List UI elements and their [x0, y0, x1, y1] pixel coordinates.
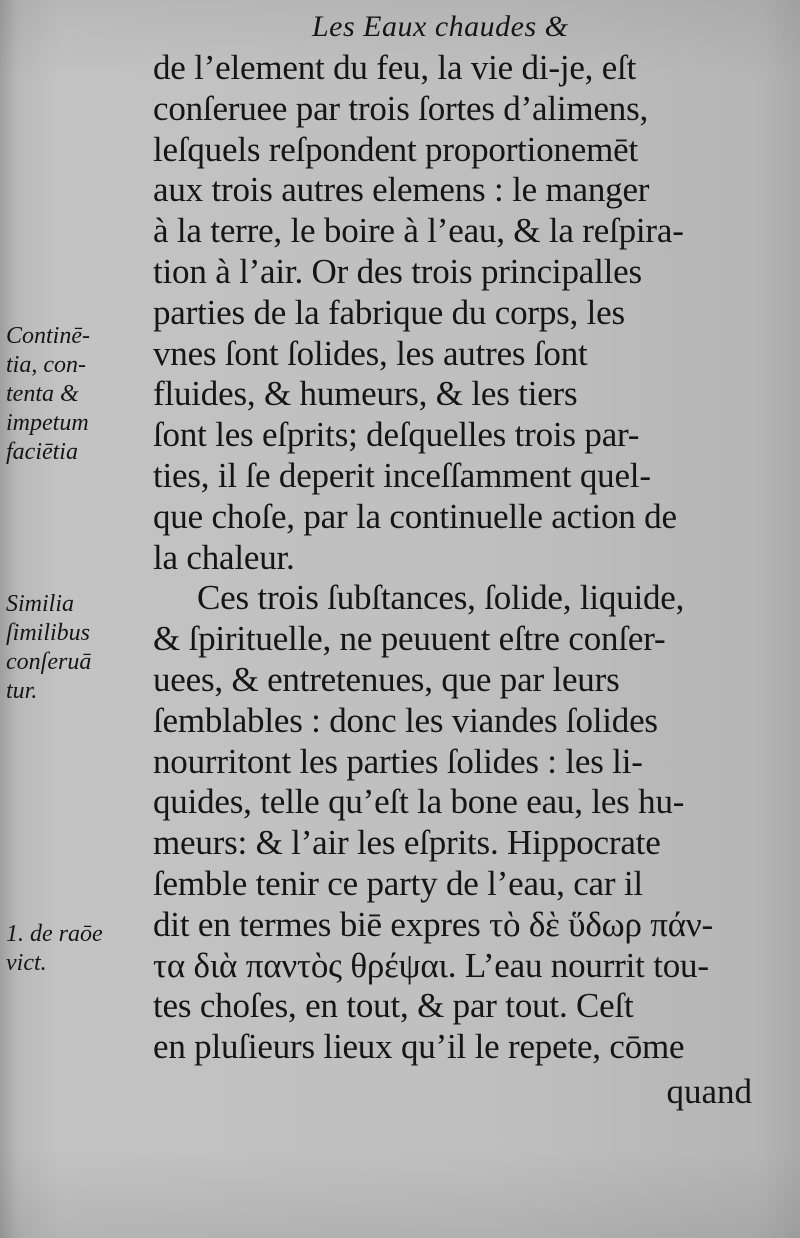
text-line: quides, telle qu’eſt la bone eau, les hu-	[153, 782, 685, 822]
text-line: ſont les eſprits; deſquelles trois par-	[153, 415, 640, 455]
marginal-note-line: Similia	[6, 591, 75, 617]
marginal-note-de-ratione-victus	[6, 920, 146, 978]
marginal-note-line: ſimilibus	[6, 620, 91, 646]
body-text	[153, 48, 753, 1068]
text-line: nourritont les parties ſolides : les li-	[153, 741, 643, 781]
marginal-note-line: vict.	[6, 950, 47, 976]
marginal-note-line: 1. de raōe	[6, 921, 103, 947]
text-line: ſemble tenir ce party de l’eau, car il	[153, 863, 643, 903]
text-line: fluides, & humeurs, & les tiers	[153, 374, 578, 414]
text-line: vnes ſont ſolides, les autres ſont	[153, 333, 588, 373]
marginal-note-line: Continē-	[6, 323, 90, 349]
text-line: la chaleur.	[153, 537, 295, 577]
text-line: & ſpirituelle, ne peuuent eſtre conſer-	[153, 619, 666, 659]
catchword: quand	[666, 1072, 752, 1111]
text-line: uees, & entretenues, que par leurs	[153, 659, 620, 699]
text-line: ſemblables : donc les viandes ſolides	[153, 700, 658, 740]
text-line: parties de la fabrique du corps, les	[153, 292, 625, 332]
text-line: tion à l’air. Or des trois principalles	[153, 251, 642, 291]
marginal-note-line: tur.	[6, 678, 38, 704]
text-line: que choſe, par la continuelle action de	[153, 496, 677, 536]
text-line: de l’element du feu, la vie di-je, eſt	[153, 48, 637, 87]
text-line: meurs: & l’air les eſprits. Hippocrate	[153, 823, 661, 863]
text-line: Ces trois ſubſtances, ſolide, liquide,	[197, 578, 685, 618]
text-line: conſeruee par trois ſortes d’alimens,	[153, 88, 649, 128]
marginal-note-line: tenta &	[6, 381, 79, 407]
text-line: aux trois autres elemens : le manger	[153, 170, 650, 210]
marginal-note-line: impetum	[6, 410, 89, 436]
marginal-note-similia	[6, 590, 146, 706]
text-line: leſquels reſpondent proportionemēt	[153, 129, 639, 169]
marginal-note-line: conſeruā	[6, 649, 92, 675]
marginal-note-line: faciētia	[6, 439, 78, 465]
marginal-note-continentia	[6, 322, 146, 467]
text-line: à la terre, le boire à l’eau, & la reſpira-	[153, 211, 684, 251]
text-line: dit en termes biē expres τὸ δὲ ὕδωρ πάν-	[153, 904, 713, 944]
text-line: τα διὰ παντὸς θρέψαι. L’eau nourrit tou-	[153, 945, 709, 985]
text-line: tes choſes, en tout, & par tout. Ceſt	[153, 986, 634, 1026]
marginal-note-line: tia, con-	[6, 352, 86, 378]
text-line: en pluſieurs lieux qu’il le repete, cōme	[153, 1027, 685, 1067]
running-head: Les Eaux chaudes &	[312, 10, 569, 43]
text-line: ties, il ſe deperit inceſſamment quel-	[153, 455, 651, 495]
